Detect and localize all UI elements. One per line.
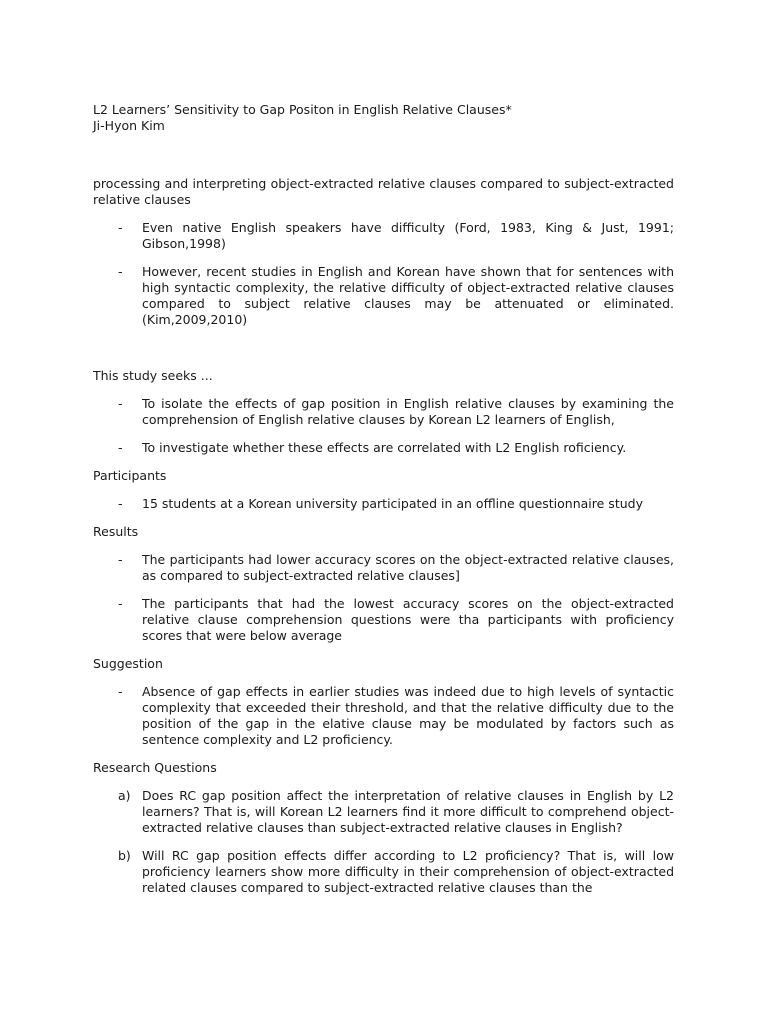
list-item-text: 15 students at a Korean university participated in an offline questionnaire study — [142, 496, 643, 511]
list-item-text: Will RC gap position effects differ according to L2 proficiency? That is, will low proficiency learners show more difficulty in their comprehension of object-extracted related clauses compared to subject-extracted relative clauses than the — [142, 848, 674, 895]
bullet-dash: - — [118, 496, 123, 511]
section-label-results: Results — [93, 524, 139, 539]
bullet-dash: - — [118, 396, 123, 411]
list-item-text: The participants had lower accuracy scores on the object-extracted relative clauses, as compared to subject-extracted relative clauses] — [142, 552, 674, 583]
list-item-text: To isolate the effects of gap position in English relative clauses by examining the comprehension of English relative clauses by Korean L2 learners of English, — [142, 396, 674, 427]
section-label-participants: Participants — [93, 468, 167, 483]
list-item — [93, 848, 674, 896]
intro-paragraph: processing and interpreting object-extracted relative clauses compared to subject-extracted relative clauses — [93, 176, 674, 207]
list-item — [93, 552, 674, 584]
list-item — [93, 496, 674, 512]
bullet-dash: - — [118, 440, 123, 455]
intro-bullet-list — [93, 220, 674, 328]
document-title: L2 Learners’ Sensitivity to Gap Positon in English Relative Clauses* — [93, 102, 512, 117]
bullet-dash: - — [118, 684, 123, 699]
list-marker: a) — [118, 788, 131, 803]
participants-bullet-list — [93, 496, 674, 512]
list-item-text: However, recent studies in English and Korean have shown that for sentences with high syntactic complexity, the relative difficulty of object-extracted relative clauses compared to subject relative clauses may be attenuated or eliminated. (Kim,2009,2010) — [142, 264, 674, 327]
list-item — [93, 788, 674, 836]
list-item-text: Does RC gap position affect the interpretation of relative clauses in English by L2 learners? That is, will Korean L2 learners find it more difficult to comprehend object-extracted relative clauses than subject-extracted relative clauses in English? — [142, 788, 674, 835]
bullet-dash: - — [118, 264, 123, 279]
section-label-suggestion: Suggestion — [93, 656, 163, 671]
list-item — [93, 264, 674, 328]
list-item — [93, 440, 674, 456]
list-item-text: Absence of gap effects in earlier studies was indeed due to high levels of syntactic complexity that exceeded their threshold, and that the relative difficulty due to the position of the gap in the elative clause may be modulated by factors such as sentence complexity and L2 proficiency. — [142, 684, 674, 747]
list-item — [93, 220, 674, 252]
aims-bullet-list — [93, 396, 674, 456]
list-marker: b) — [118, 848, 131, 863]
bullet-dash: - — [118, 552, 123, 567]
document-author: Ji-Hyon Kim — [93, 118, 165, 133]
results-bullet-list — [93, 552, 674, 644]
bullet-dash: - — [118, 596, 123, 611]
section-label-aims: This study seeks ... — [93, 368, 213, 383]
list-item-text: The participants that had the lowest accuracy scores on the object-extracted relative clause comprehension questions were tha participants with proficiency scores that were below average — [142, 596, 674, 643]
section-label-research-questions: Research Questions — [93, 760, 217, 775]
list-item-text: Even native English speakers have difficulty (Ford, 1983, King & Just, 1991; Gibson,1998) — [142, 220, 674, 251]
list-item — [93, 684, 674, 748]
research-questions-list — [93, 788, 674, 896]
list-item-text: To investigate whether these effects are correlated with L2 English roficiency. — [142, 440, 627, 455]
list-item — [93, 596, 674, 644]
suggestion-bullet-list — [93, 684, 674, 748]
bullet-dash: - — [118, 220, 123, 235]
list-item — [93, 396, 674, 428]
document-page — [93, 102, 674, 896]
